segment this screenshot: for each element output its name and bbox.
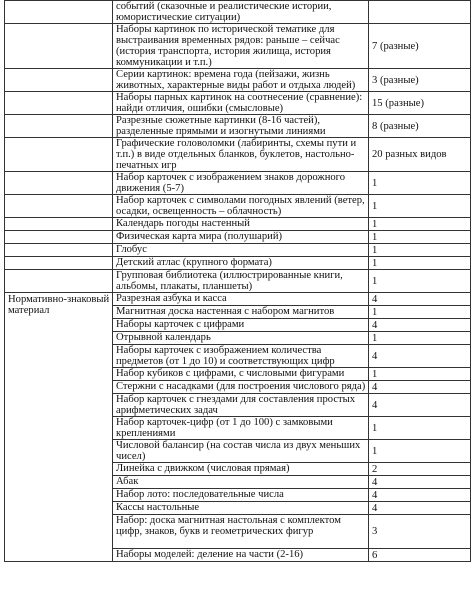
category-cell [5,172,113,195]
quantity-cell: 4 [369,345,471,368]
quantity-cell: 7 (разные) [369,24,471,69]
item-cell: Наборы моделей: деление на части (2-16) [113,549,369,562]
item-cell: Набор лото: последовательные числа [113,489,369,502]
quantity-cell: 4 [369,319,471,332]
category-cell [5,218,113,231]
quantity-cell: 1 [369,231,471,244]
quantity-cell: 1 [369,306,471,319]
quantity-cell: 1 [369,218,471,231]
item-cell: Набор карточек с гнездами для составления простых арифметических задач [113,394,369,417]
table-row [5,69,471,92]
category-cell [5,92,113,115]
category-cell [5,270,113,293]
category-cell [5,138,113,172]
quantity-cell: 4 [369,489,471,502]
item-cell: Набор карточек-цифр (от 1 до 100) с замковыми креплениями [113,417,369,440]
item-cell: Набор: доска магнитная настольная с комплектом цифр, знаков, букв и геометрических фигур [113,515,369,549]
quantity-cell: 3 (разные) [369,69,471,92]
quantity-cell: 6 [369,549,471,562]
quantity-cell: 1 [369,172,471,195]
item-cell: Разрезная азбука и касса [113,293,369,306]
document-page [4,0,470,562]
quantity-cell: 1 [369,257,471,270]
item-cell: Серии картинок: времена года (пейзажи, жизнь животных, характерные виды работ и отдыха людей) [113,69,369,92]
quantity-cell: 1 [369,368,471,381]
table-row [5,293,471,306]
item-cell: Наборы картинок по исторической тематике для выстраивания временных рядов: раньше – сейчас (история транспорта, история жилища, история коммуникации и т.п.) [113,24,369,69]
item-cell: Линейка с движком (числовая прямая) [113,463,369,476]
item-cell: Отрывной календарь [113,332,369,345]
quantity-cell: 4 [369,381,471,394]
quantity-cell: 4 [369,394,471,417]
item-cell: Календарь погоды настенный [113,218,369,231]
item-cell: Групповая библиотека (иллюстрированные книги, альбомы, плакаты, планшеты) [113,270,369,293]
category-cell [5,195,113,218]
table-row [5,1,471,24]
item-cell: Набор карточек с символами погодных явлений (ветер, осадки, освещенность – облачность) [113,195,369,218]
quantity-cell: 1 [369,417,471,440]
quantity-cell: 15 (разные) [369,92,471,115]
category-cell [5,257,113,270]
item-cell: Детский атлас (крупного формата) [113,257,369,270]
item-cell: Глобус [113,244,369,257]
table-row [5,244,471,257]
category-cell: Нормативно-знаковый материал [5,293,113,562]
quantity-cell: 4 [369,502,471,515]
quantity-cell: 1 [369,332,471,345]
table-row [5,218,471,231]
item-cell: событий (сказочные и реалистические истории, юмористические ситуации) [113,1,369,24]
quantity-cell: 3 [369,515,471,549]
item-cell: Абак [113,476,369,489]
table-row [5,24,471,69]
category-cell [5,1,113,24]
quantity-cell [369,1,471,24]
table-row [5,270,471,293]
item-cell: Физическая карта мира (полушарий) [113,231,369,244]
item-cell: Наборы карточек с изображением количества предметов (от 1 до 10) и соответствующих цифр [113,345,369,368]
category-cell [5,115,113,138]
quantity-cell: 1 [369,195,471,218]
item-cell: Графические головоломки (лабиринты, схемы пути и т.п.) в виде отдельных бланков, буклетов, настольно-печатных игр [113,138,369,172]
item-cell: Кассы настольные [113,502,369,515]
category-cell [5,69,113,92]
quantity-cell: 4 [369,476,471,489]
quantity-cell: 4 [369,293,471,306]
category-cell [5,244,113,257]
table-row [5,231,471,244]
item-cell: Магнитная доска настенная с набором магнитов [113,306,369,319]
item-cell: Набор кубиков с цифрами, с числовыми фигурами [113,368,369,381]
quantity-cell: 1 [369,244,471,257]
item-cell: Стержни с насадками (для построения числового ряда) [113,381,369,394]
table-row [5,172,471,195]
table-row [5,138,471,172]
table-row [5,92,471,115]
category-cell [5,24,113,69]
equipment-table [4,0,471,562]
table-row [5,195,471,218]
quantity-cell: 8 (разные) [369,115,471,138]
item-cell: Наборы парных картинок на соотнесение (сравнение): найди отличия, ошибки (смысловые) [113,92,369,115]
quantity-cell: 2 [369,463,471,476]
category-cell [5,231,113,244]
table-row [5,257,471,270]
quantity-cell: 1 [369,270,471,293]
item-cell: Числовой балансир (на состав числа из двух меньших чисел) [113,440,369,463]
table-row [5,115,471,138]
item-cell: Наборы карточек с цифрами [113,319,369,332]
quantity-cell: 20 разных видов [369,138,471,172]
item-cell: Набор карточек с изображением знаков дорожного движения (5-7) [113,172,369,195]
item-cell: Разрезные сюжетные картинки (8-16 частей), разделенные прямыми и изогнутыми линиями [113,115,369,138]
quantity-cell: 1 [369,440,471,463]
